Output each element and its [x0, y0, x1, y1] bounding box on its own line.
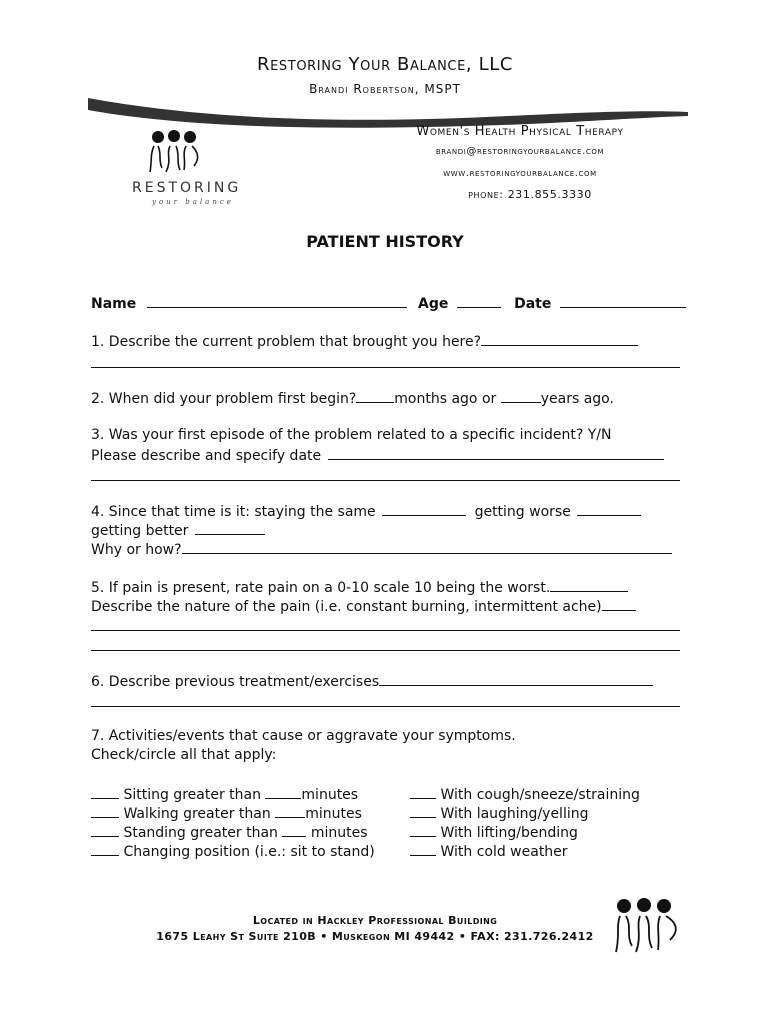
- name-label: Name: [91, 296, 137, 312]
- logo-word: RESTORING: [132, 180, 242, 196]
- standing-unit: minutes: [310, 825, 368, 841]
- check-right-4: [410, 842, 568, 860]
- q4-text-c: getting better: [91, 523, 189, 539]
- check-right-2-label: With laughing/yelling: [440, 806, 589, 822]
- q2-text-b: months ago or: [394, 391, 497, 407]
- check-left-1-label: Sitting greater than: [123, 787, 261, 803]
- q6-text: 6. Describe previous treatment/exercises: [91, 674, 380, 690]
- q3-row-b: [91, 446, 664, 464]
- check-right-1: [410, 785, 640, 803]
- q5-extra-line-2[interactable]: [91, 650, 680, 651]
- age-field[interactable]: [457, 294, 501, 308]
- q2-months-field[interactable]: [356, 389, 394, 403]
- logo-figures-icon: [128, 128, 224, 176]
- check-left-4-label: Changing position (i.e.: sit to stand): [123, 844, 375, 860]
- provider-name: Brandi Robertson, MSPT: [309, 82, 461, 96]
- name-age-date-row: [91, 294, 686, 312]
- company-name: Restoring Your Balance, LLC: [257, 54, 513, 75]
- website: www.restoringyourbalance.com: [443, 168, 597, 179]
- q2-text-c: years ago.: [540, 391, 614, 407]
- phone: phone: 231.855.3330: [468, 188, 592, 201]
- logo-subword: your balance: [152, 198, 234, 206]
- date-label: Date: [514, 296, 552, 312]
- check-right-3-label: With lifting/bending: [440, 825, 578, 841]
- walking-unit: minutes: [305, 806, 362, 822]
- check-box-changing[interactable]: [91, 842, 119, 856]
- sitting-unit: minutes: [301, 787, 359, 803]
- q3-text-a: 3. Was your first episode of the problem related to a specific incident? Y/N: [91, 427, 612, 443]
- q4-why-field[interactable]: [182, 540, 672, 554]
- q1-row: [91, 332, 638, 350]
- q4-row-c: [91, 521, 265, 539]
- q5-text-b: Describe the nature of the pain (i.e. constant burning, intermittent ache): [91, 599, 602, 615]
- page-title: PATIENT HISTORY: [306, 232, 464, 251]
- check-left-2: [91, 804, 362, 822]
- q4-row-a: [91, 502, 641, 520]
- check-box-walking[interactable]: [91, 804, 119, 818]
- q3-text-b: Please describe and specify date: [91, 448, 322, 464]
- check-box-lifting[interactable]: [410, 823, 436, 837]
- q5-nature-field[interactable]: [602, 597, 636, 611]
- q6-field[interactable]: [379, 672, 653, 686]
- q4-text-d: Why or how?: [91, 542, 182, 558]
- q4-row-d: [91, 540, 672, 558]
- q2-row: [91, 389, 614, 407]
- check-left-3-label: Standing greater than: [123, 825, 278, 841]
- q3-extra-line[interactable]: [91, 480, 680, 481]
- check-left-3: [91, 823, 368, 841]
- footer-logo-figures-icon: [604, 896, 694, 956]
- email: brandi@restoringyourbalance.com: [435, 146, 605, 157]
- q5-extra-line-1[interactable]: [91, 630, 680, 631]
- check-right-3: [410, 823, 578, 841]
- q1-text: 1. Describe the current problem that brought you here?: [91, 334, 482, 350]
- q7-text-a: 7. Activities/events that cause or aggravate your symptoms.: [91, 728, 516, 744]
- walking-minutes-field[interactable]: [275, 804, 305, 818]
- specialty: Women's Health Physical Therapy: [416, 124, 624, 139]
- check-left-2-label: Walking greater than: [123, 806, 271, 822]
- name-field[interactable]: [147, 294, 407, 308]
- q4-better-field[interactable]: [195, 521, 265, 535]
- check-box-sitting[interactable]: [91, 785, 119, 799]
- check-box-cold[interactable]: [410, 842, 436, 856]
- check-right-4-label: With cold weather: [440, 844, 568, 860]
- q5-row-b: [91, 597, 636, 615]
- q5-text-a: 5. If pain is present, rate pain on a 0-10 scale 10 being the worst.: [91, 580, 551, 596]
- q4-worse-field[interactable]: [577, 502, 641, 516]
- check-left-4: [91, 842, 375, 860]
- q3-field[interactable]: [328, 446, 664, 460]
- q4-text-a: 4. Since that time is it: staying the same: [91, 504, 376, 520]
- check-left-1: [91, 785, 358, 803]
- check-box-standing[interactable]: [91, 823, 119, 837]
- footer-location: Located in Hackley Professional Building: [252, 914, 498, 927]
- q1-extra-line[interactable]: [91, 367, 680, 368]
- q2-text-a: 2. When did your problem first begin?: [91, 391, 357, 407]
- check-right-2: [410, 804, 589, 822]
- q4-text-b: getting worse: [474, 504, 571, 520]
- q7-text-b: Check/circle all that apply:: [91, 747, 277, 763]
- q5-rate-field[interactable]: [550, 578, 628, 592]
- q6-extra-line[interactable]: [91, 706, 680, 707]
- check-right-1-label: With cough/sneeze/straining: [440, 787, 640, 803]
- age-label: Age: [418, 296, 449, 312]
- check-box-laughing[interactable]: [410, 804, 436, 818]
- sitting-minutes-field[interactable]: [265, 785, 301, 799]
- q4-same-field[interactable]: [382, 502, 466, 516]
- check-box-cough[interactable]: [410, 785, 436, 799]
- footer-address: 1675 Leahy St Suite 210B • Muskegon MI 49442 • FAX: 231.726.2412: [156, 930, 594, 943]
- date-field[interactable]: [560, 294, 686, 308]
- q1-field[interactable]: [481, 332, 638, 346]
- standing-minutes-field[interactable]: [282, 823, 306, 837]
- q6-row: [91, 672, 653, 690]
- q2-years-field[interactable]: [501, 389, 541, 403]
- q5-row-a: [91, 578, 628, 596]
